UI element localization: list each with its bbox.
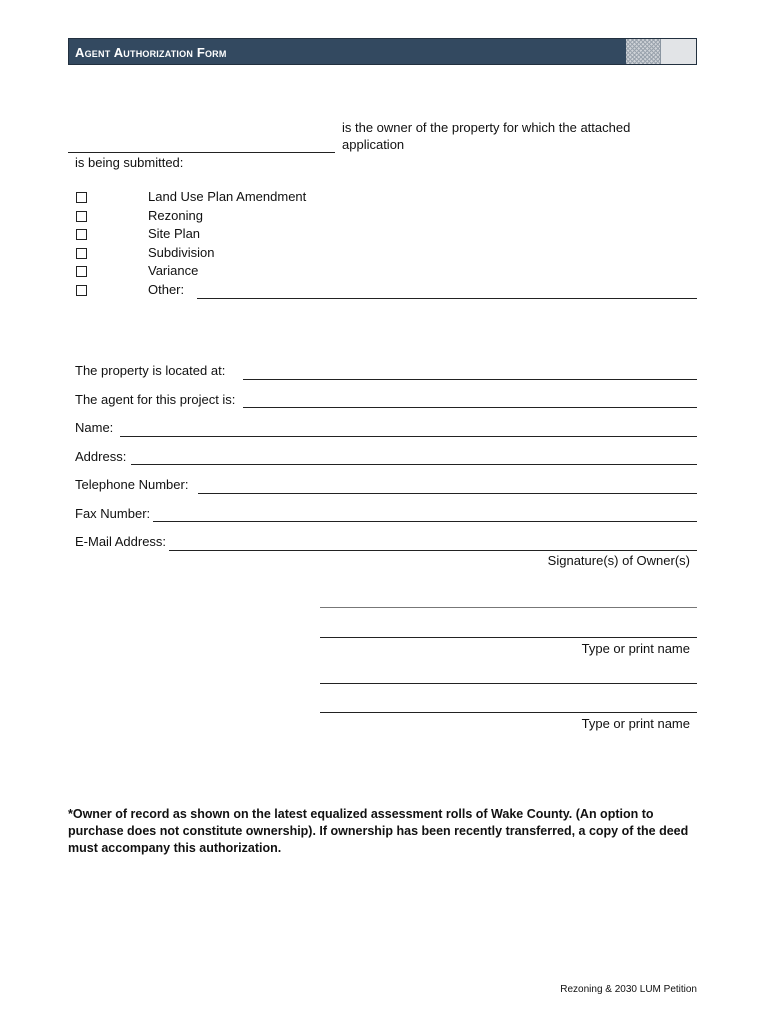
name-label: Name: bbox=[75, 420, 114, 435]
signature-line-1[interactable] bbox=[320, 607, 697, 608]
print-name-line-1[interactable] bbox=[320, 637, 697, 638]
print-name-line-2[interactable] bbox=[320, 712, 697, 713]
checkbox-label: Site Plan bbox=[148, 226, 201, 241]
checkbox-label: Other: bbox=[148, 281, 185, 297]
checkbox-row-subdivision[interactable] bbox=[76, 245, 696, 263]
agent-line[interactable] bbox=[243, 407, 697, 408]
header-box bbox=[660, 39, 696, 64]
ownership-footnote: *Owner of record as shown on the latest equalized assessment rolls of Wake County. (An option to purchase does not constitute ownership). If ownership has been recently transferred, a copy of the deed must accompany this authorization. bbox=[68, 807, 689, 855]
checkbox-row-rezoning[interactable] bbox=[76, 208, 696, 226]
telephone-line[interactable] bbox=[198, 493, 697, 494]
type-name-label-1: Type or print name bbox=[581, 641, 690, 656]
checkbox-variance[interactable] bbox=[76, 266, 87, 277]
address-label: Address: bbox=[75, 449, 127, 464]
checkbox-row-variance[interactable] bbox=[76, 263, 696, 281]
checkbox-label: Land Use Plan Amendment bbox=[148, 189, 307, 204]
email-line[interactable] bbox=[169, 550, 697, 551]
form-header bbox=[68, 38, 697, 65]
type-name-label-2: Type or print name bbox=[581, 716, 690, 731]
address-line[interactable] bbox=[131, 464, 697, 465]
owner-name-line[interactable] bbox=[68, 152, 335, 153]
checkbox-label: Rezoning bbox=[148, 207, 203, 223]
signature-line-2[interactable] bbox=[320, 683, 697, 684]
form-title: Agent Authorization Form bbox=[75, 45, 227, 60]
signature-heading: Signature(s) of Owner(s) bbox=[547, 553, 690, 568]
property-location-line[interactable] bbox=[243, 379, 697, 380]
checkbox-site-plan[interactable] bbox=[76, 229, 87, 240]
submitted-text: is being submitted: bbox=[75, 155, 184, 170]
checkbox-land-use[interactable] bbox=[76, 192, 87, 203]
checkbox-label: Variance bbox=[148, 263, 199, 278]
checkbox-subdivision[interactable] bbox=[76, 248, 87, 259]
fax-label: Fax Number: bbox=[75, 506, 151, 521]
checkbox-rezoning[interactable] bbox=[76, 211, 87, 222]
property-location-label: The property is located at: bbox=[75, 363, 226, 378]
name-line[interactable] bbox=[120, 436, 697, 437]
checkbox-row-site-plan[interactable] bbox=[76, 226, 696, 244]
other-input-line[interactable] bbox=[197, 298, 697, 299]
checkbox-other[interactable] bbox=[76, 285, 87, 296]
telephone-label: Telephone Number: bbox=[75, 477, 189, 492]
email-label: E-Mail Address: bbox=[75, 534, 167, 549]
checkbox-row-land-use[interactable] bbox=[76, 189, 696, 207]
owner-statement: is the owner of the property for which the attached application bbox=[342, 120, 631, 152]
page-footer: Rezoning & 2030 LUM Petition bbox=[560, 984, 697, 995]
fax-line[interactable] bbox=[153, 521, 697, 522]
checkbox-label: Subdivision bbox=[148, 244, 215, 260]
header-decoration bbox=[626, 39, 660, 64]
agent-label: The agent for this project is: bbox=[75, 392, 236, 407]
checkbox-row-other[interactable] bbox=[76, 282, 696, 300]
